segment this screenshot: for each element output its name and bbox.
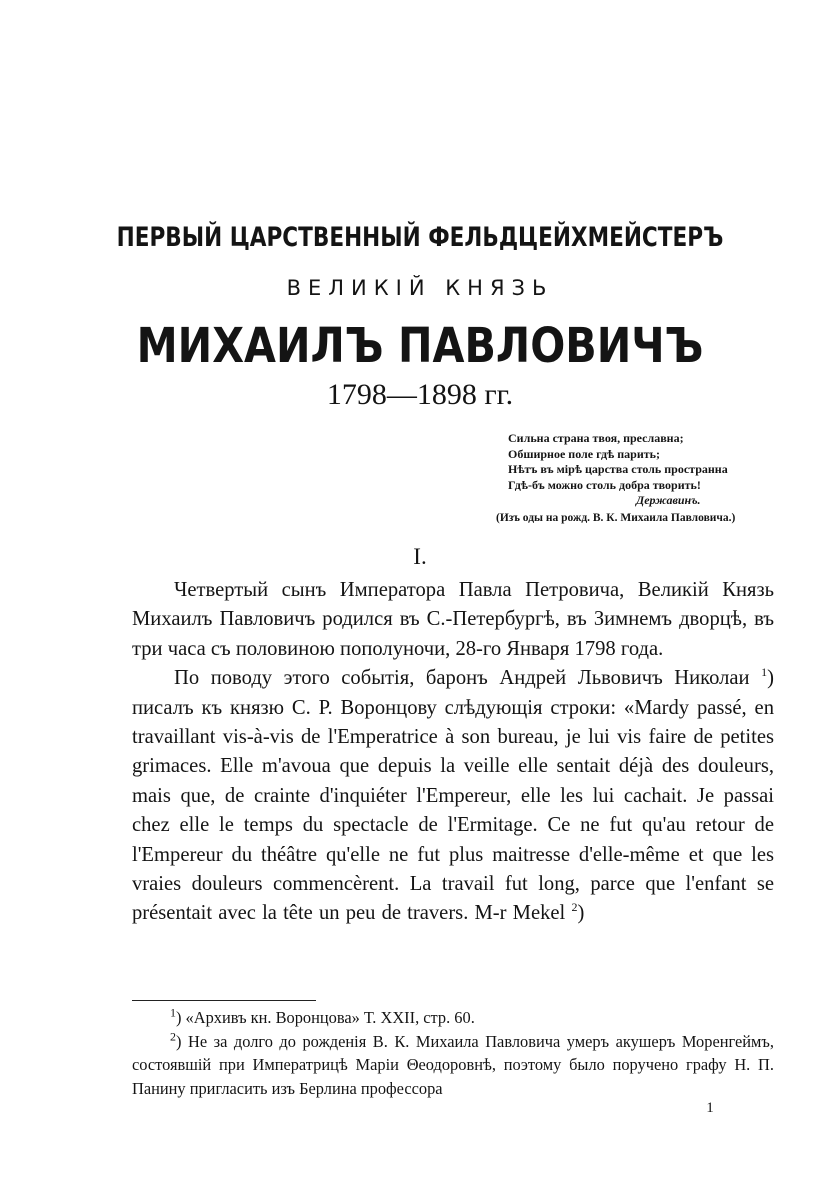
page-number: 1 (706, 1100, 714, 1116)
epigraph-source: (Изъ оды на рожд. В. К. Михаила Павловича.) (496, 511, 736, 524)
paragraph-2-start: По поводу этого событія, баронъ Андрей Львовичъ Николаи (174, 667, 750, 690)
footnote-divider (132, 1000, 316, 1001)
epigraph-line: Обширное поле гдѣ парить; (508, 446, 660, 461)
footnote-ref-1: 1 (761, 665, 768, 680)
paragraph-1: Четвертый сынъ Императора Павла Петровича, Великій Князь Михаилъ Павловичъ родился въ С.-Петербургѣ, въ Зимнемъ дворцѣ, въ три часа съ половиною пополуночи, 28-го Января 1798 года. (132, 579, 774, 660)
footnote-text: ) «Архивъ кн. Воронцова» Т. XXII, стр. 60. (176, 1008, 475, 1027)
footnote-2 (132, 1030, 774, 1101)
paragraph-2-end: ) (577, 902, 585, 925)
paragraph-2-middle: ) писалъ къ князю С. Р. Воронцову слѣдующія строки: «Mardy passé, en travaillant vis-à-vis de l'Emperatrice à son bureau, je lui vis faire de petites grimaces. Elle m'avoua que depuis la veille elle sentait déjà des douleurs, mais que, de crainte d'inquiéter l'Empereur, elle les lui cachait. Je passai chez elle le temps du spectacle de l'Ermitage. Ce ne fut qu'au retour de l'Empereur du théâtre qu'elle ne fut plus maitresse d'elle-même et que les vraies douleurs commencèrent. La travail fut long, parce que l'enfant se présentait avec la tête un peu de travers. M-r Mekel (132, 667, 774, 925)
title-line-1: ПЕРВЫЙ ЦАРСТВЕННЫЙ ФЕЛЬДЦЕЙХМЕЙСТЕРЪ (116, 222, 724, 253)
footnote-1 (132, 1006, 774, 1030)
title-line-3: МИХАИЛЪ ПАВЛОВИЧЪ (136, 318, 704, 374)
footnote-mark: 1 (170, 1005, 176, 1020)
epigraph-author: Державинъ. (636, 493, 701, 507)
body-text (132, 576, 774, 929)
epigraph-line: Нѣтъ въ мірѣ царства столь пространна (508, 462, 728, 476)
footnote-ref-2: 2 (571, 900, 578, 915)
title-line-2: ВЕЛИКІЙ КНЯЗЬ (286, 276, 554, 300)
paragraph-2 (132, 664, 774, 929)
footnotes (132, 1006, 774, 1100)
footnote-mark: 2 (170, 1029, 176, 1044)
section-number: I. (413, 544, 427, 569)
epigraph-line: Сильна страна твоя, преславна; (508, 431, 684, 445)
title-years: 1798—1898 гг. (326, 378, 514, 411)
epigraph (496, 431, 768, 526)
footnote-text: ) Не за долго до рожденія В. К. Михаила Павловича умеръ акушеръ Моренгеймъ, состоявшій при Императрицѣ Маріи Θеодоровнѣ, поэтому было поручено графу Н. П. Панину пригласить изъ Берлина профессора (132, 1031, 774, 1098)
epigraph-line: Гдѣ-бъ можно столь добра творить! (508, 477, 701, 492)
